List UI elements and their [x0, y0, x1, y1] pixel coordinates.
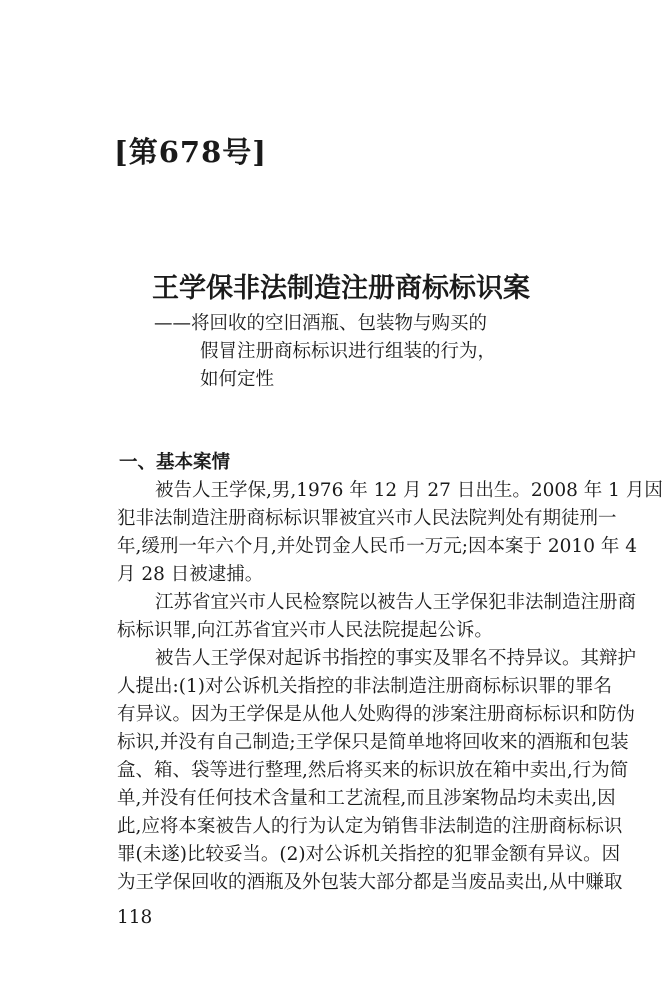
text-line: 被告人王学保,男,1976 年 12 月 27 日出生。2008 年 1 月因: [155, 480, 663, 501]
subtitle-line: 如何定性: [200, 369, 275, 390]
text-line: 此,应将本案被告人的行为认定为销售非法制造的注册商标标识: [117, 816, 623, 837]
paragraphs: [117, 477, 663, 897]
text-line: 年,缓刑一年六个月,并处罚金人民币一万元;因本案于 2010 年 4: [117, 536, 637, 557]
text-line: 为王学保回收的酒瓶及外包装大部分都是当废品卖出,从中赚取: [117, 872, 623, 893]
paragraph: [117, 477, 663, 589]
page-number: 118: [117, 907, 153, 928]
text-line: 盒、箱、袋等进行整理,然后将买来的标识放在箱中卖出,行为简: [117, 760, 629, 781]
text-line: 单,并没有任何技术含量和工艺流程,而且涉案物品均未卖出,因: [117, 788, 616, 809]
section-heading: 一、基本案情: [119, 452, 231, 473]
case-title: 王学保非法制造注册商标标识案: [152, 273, 530, 304]
subtitle-line: ——将回收的空旧酒瓶、包装物与购买的: [154, 313, 488, 334]
body-text: [117, 449, 663, 897]
text-line: 标识,并没有自己制造;王学保只是简单地将回收来的酒瓶和包装: [117, 732, 629, 753]
case-number: [第678号]: [114, 135, 267, 169]
text-line: 月 28 日被逮捕。: [117, 564, 264, 585]
subtitle-line: 假冒注册商标标识进行组装的行为，: [200, 341, 497, 362]
text-line: 标标识罪,向江苏省宜兴市人民法院提起公诉。: [117, 620, 493, 641]
text-line: 犯非法制造注册商标标识罪被宜兴市人民法院判处有期徒刑一: [117, 508, 617, 529]
text-line: 人提出:(1)对公诉机关指控的非法制造注册商标标识罪的罪名: [117, 676, 612, 697]
paragraph: [117, 645, 637, 897]
text-line: 有异议。因为王学保是从他人处购得的涉案注册商标标识和防伪: [117, 704, 636, 725]
paragraph: [117, 589, 637, 645]
text-line: 罪(未遂)比较妥当。(2)对公诉机关指控的犯罪金额有异议。因: [117, 844, 621, 865]
text-line: 江苏省宜兴市人民检察院以被告人王学保犯非法制造注册商: [155, 592, 637, 613]
text-line: 被告人王学保对起诉书指控的事实及罪名不持异议。其辩护: [155, 648, 637, 669]
